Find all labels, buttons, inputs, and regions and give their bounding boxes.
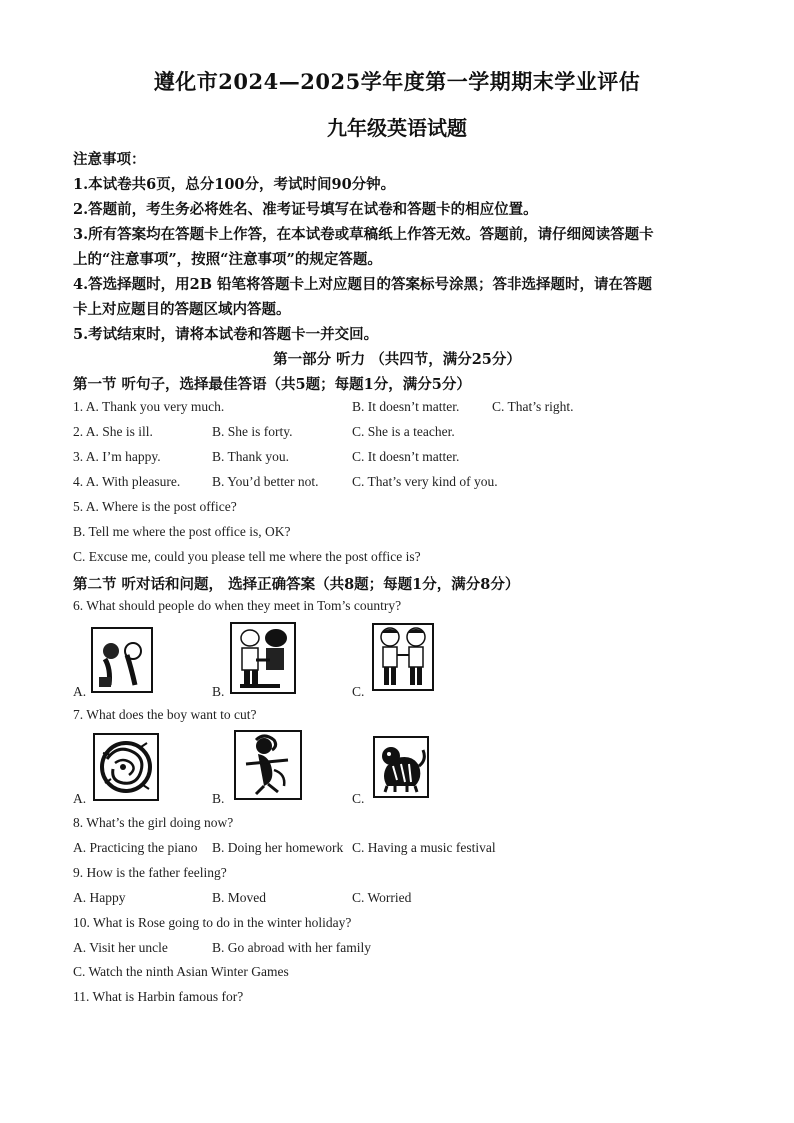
monkey-papercut xyxy=(234,730,302,800)
q3-option-c: C. It doesn’t matter. xyxy=(352,449,460,464)
q2-option-c: C. She is a teacher. xyxy=(352,424,455,439)
q6-option-a: A. xyxy=(73,684,87,699)
q8-question: 8. What’s the girl doing now? xyxy=(73,815,234,830)
note-line: 2.答题前，考生务必将姓名、准考证号填写在试卷和答题卡的相应位置。 xyxy=(73,201,538,218)
q10-option-b: B. Go abroad with her family xyxy=(212,940,371,955)
q9-option-c: C. Worried xyxy=(352,890,412,905)
q6-question: 6. What should people do when they meet in Tom’s country? xyxy=(73,598,402,613)
q3-option-a: 3. A. I’m happy. xyxy=(73,449,161,464)
q7-option-b: B. xyxy=(212,791,225,806)
kissing-people-picture xyxy=(372,623,434,691)
section2-title: 第二节 听对话和问题， 选择正确答案（共8题；每题1分，满分8分） xyxy=(73,576,520,593)
q9-option-b: B. Moved xyxy=(212,890,266,905)
q1-option-b: B. It doesn’t matter. xyxy=(352,399,460,414)
dragon-papercut xyxy=(93,733,159,801)
tiger-papercut xyxy=(373,736,429,798)
note-line: 5.考试结束时，请将本试卷和答题卡一并交回。 xyxy=(73,326,379,343)
q11-question: 11. What is Harbin famous for? xyxy=(73,989,244,1004)
q4-option-a: 4. A. With pleasure. xyxy=(73,474,181,489)
exam-title: 遵化市2024—2025学年度第一学期期末学业评估 xyxy=(153,69,641,94)
part1-title: 第一部分 听力 （共四节，满分25分） xyxy=(273,351,521,368)
q10-question: 10. What is Rose going to do in the winter holiday? xyxy=(73,915,352,930)
q7-question: 7. What does the boy want to cut? xyxy=(73,707,257,722)
note-line: 4.答选择题时，用2B 铅笔将答题卡上对应题目的答案标号涂黑；答非选择题时，请在答题 xyxy=(73,276,653,293)
q5-option-b: B. Tell me where the post office is, OK? xyxy=(73,524,291,539)
q4-option-c: C. That’s very kind of you. xyxy=(352,474,498,489)
q5-option-c: C. Excuse me, could you please tell me where the post office is? xyxy=(73,549,421,564)
note-line: 卡上对应题目的答题区域内答题。 xyxy=(73,301,291,318)
q4-option-b: B. You’d better not. xyxy=(212,474,319,489)
handshake-people-picture xyxy=(230,622,296,694)
q6-option-c: C. xyxy=(352,684,365,699)
q10-option-c: C. Watch the ninth Asian Winter Games xyxy=(73,964,289,979)
note-line: 1.本试卷共6页，总分100分，考试时间90分钟。 xyxy=(73,176,396,193)
q5-option-a: 5. A. Where is the post office? xyxy=(73,499,237,514)
exam-subtitle: 九年级英语试题 xyxy=(327,116,467,140)
q9-option-a: A. Happy xyxy=(73,890,126,905)
q7-option-c: C. xyxy=(352,791,365,806)
q8-option-c: C. Having a music festival xyxy=(352,840,496,855)
section1-title: 第一节 听句子，选择最佳答语（共5题；每题1分，满分5分） xyxy=(73,376,471,393)
q1-option-a: 1. A. Thank you very much. xyxy=(73,399,225,414)
q1-option-c: C. That’s right. xyxy=(492,399,574,414)
bowing-people-picture xyxy=(91,627,153,693)
note-line: 上的“注意事项”，按照“注意事项”的规定答题。 xyxy=(73,251,382,268)
note-line: 3.所有答案均在答题卡上作答，在本试卷或草稿纸上作答无效。答题前，请仔细阅读答题卡 xyxy=(73,226,654,243)
q9-question: 9. How is the father feeling? xyxy=(73,865,227,880)
q8-option-a: A. Practicing the piano xyxy=(73,840,198,855)
notes-heading: 注意事项： xyxy=(73,151,146,168)
q7-option-a: A. xyxy=(73,791,87,806)
q2-option-b: B. She is forty. xyxy=(212,424,293,439)
q8-option-b: B. Doing her homework xyxy=(212,840,344,855)
q2-option-a: 2. A. She is ill. xyxy=(73,424,153,439)
q10-option-a: A. Visit her uncle xyxy=(73,940,168,955)
q6-option-b: B. xyxy=(212,684,225,699)
q3-option-b: B. Thank you. xyxy=(212,449,289,464)
